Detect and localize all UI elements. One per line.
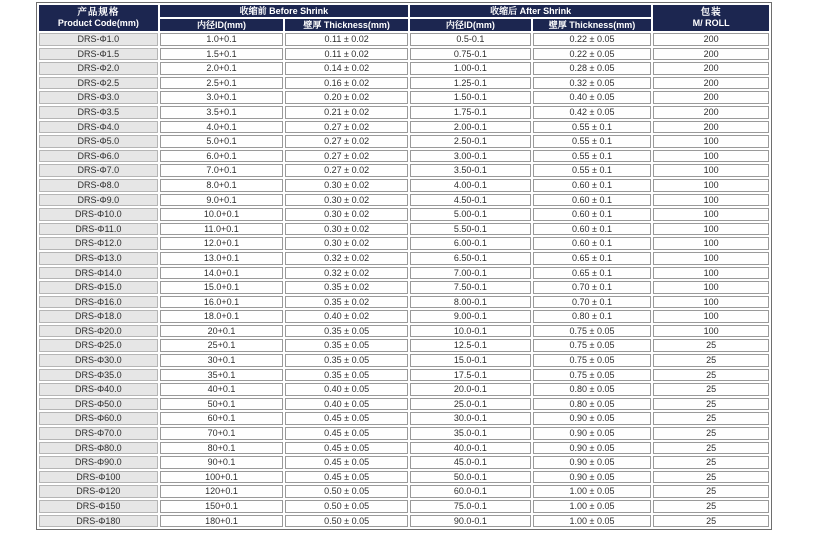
table-row [39,135,769,148]
product-code-cell: DRS-Φ8.0 [39,179,158,192]
table-row [39,383,769,396]
before-thickness-cell: 0.27 ± 0.02 [285,150,408,163]
product-code-cell: DRS-Φ12.0 [39,237,158,250]
before-thickness-cell: 0.16 ± 0.02 [285,77,408,90]
after-thickness-cell: 0.80 ± 0.05 [533,383,652,396]
after-id-cell: 75.0-0.1 [410,500,531,513]
roll-cell: 25 [653,383,769,396]
product-code-cell: DRS-Φ30.0 [39,354,158,367]
product-code-cell: DRS-Φ60.0 [39,412,158,425]
before-id-cell: 180+0.1 [160,515,284,528]
before-id-cell: 16.0+0.1 [160,296,284,309]
product-code-cell: DRS-Φ90.0 [39,456,158,469]
roll-cell: 100 [653,296,769,309]
table-row [39,281,769,294]
before-id-cell: 3.5+0.1 [160,106,284,119]
product-code-cell: DRS-Φ6.0 [39,150,158,163]
before-thickness-cell: 0.45 ± 0.05 [285,471,408,484]
roll-cell: 200 [653,62,769,75]
before-id-cell: 15.0+0.1 [160,281,284,294]
before-id-cell: 1.0+0.1 [160,33,284,46]
before-id-cell: 9.0+0.1 [160,194,284,207]
before-thickness-cell: 0.30 ± 0.02 [285,237,408,250]
after-thickness-cell: 0.60 ± 0.1 [533,179,652,192]
before-id-cell: 12.0+0.1 [160,237,284,250]
roll-cell: 25 [653,515,769,528]
roll-cell: 100 [653,179,769,192]
after-thickness-cell: 0.65 ± 0.1 [533,252,652,265]
table-row [39,398,769,411]
before-thickness-cell: 0.27 ± 0.02 [285,164,408,177]
roll-cell: 200 [653,77,769,90]
after-thickness-cell: 0.90 ± 0.05 [533,427,652,440]
before-thickness-cell: 0.35 ± 0.02 [285,296,408,309]
before-thickness-cell: 0.35 ± 0.05 [285,339,408,352]
before-id-cell: 8.0+0.1 [160,179,284,192]
before-id-cell: 6.0+0.1 [160,150,284,163]
after-id-cell: 5.50-0.1 [410,223,531,236]
after-id-cell: 12.5-0.1 [410,339,531,352]
before-thickness-cell: 0.35 ± 0.05 [285,325,408,338]
product-code-cell: DRS-Φ80.0 [39,442,158,455]
product-code-cell: DRS-Φ40.0 [39,383,158,396]
product-code-cell: DRS-Φ16.0 [39,296,158,309]
after-id-cell: 35.0-0.1 [410,427,531,440]
table-row [39,485,769,498]
after-thickness-cell: 0.75 ± 0.05 [533,369,652,382]
before-thickness-cell: 0.11 ± 0.02 [285,33,408,46]
after-thickness-cell: 0.70 ± 0.1 [533,296,652,309]
after-thickness-cell: 1.00 ± 0.05 [533,500,652,513]
roll-cell: 25 [653,369,769,382]
header-product-code-zh: 产品规格 [77,7,120,18]
roll-cell: 100 [653,325,769,338]
before-id-cell: 2.5+0.1 [160,77,284,90]
after-thickness-cell: 0.90 ± 0.05 [533,412,652,425]
after-thickness-cell: 0.70 ± 0.1 [533,281,652,294]
before-thickness-cell: 0.21 ± 0.02 [285,106,408,119]
before-id-cell: 30+0.1 [160,354,284,367]
before-id-cell: 18.0+0.1 [160,310,284,323]
header-packaging-zh: 包装 [700,7,722,18]
header-after-id: 内径ID(mm) [410,19,531,31]
product-code-cell: DRS-Φ5.0 [39,135,158,148]
after-thickness-cell: 0.75 ± 0.05 [533,325,652,338]
header-product-code [39,5,158,31]
after-id-cell: 30.0-0.1 [410,412,531,425]
product-code-cell: DRS-Φ14.0 [39,267,158,280]
table-row [39,369,769,382]
after-thickness-cell: 0.90 ± 0.05 [533,442,652,455]
roll-cell: 100 [653,223,769,236]
before-thickness-cell: 0.27 ± 0.02 [285,135,408,148]
spec-table [37,3,771,529]
before-thickness-cell: 0.30 ± 0.02 [285,208,408,221]
before-thickness-cell: 0.32 ± 0.02 [285,267,408,280]
table-row [39,223,769,236]
before-thickness-cell: 0.40 ± 0.05 [285,398,408,411]
after-id-cell: 1.50-0.1 [410,91,531,104]
before-id-cell: 5.0+0.1 [160,135,284,148]
after-thickness-cell: 0.75 ± 0.05 [533,339,652,352]
table-row [39,515,769,528]
after-id-cell: 17.5-0.1 [410,369,531,382]
roll-cell: 25 [653,354,769,367]
product-code-cell: DRS-Φ2.0 [39,62,158,75]
before-thickness-cell: 0.45 ± 0.05 [285,412,408,425]
header-before-shrink: 收缩前 Before Shrink [160,5,408,17]
product-code-cell: DRS-Φ180 [39,515,158,528]
roll-cell: 25 [653,427,769,440]
after-thickness-cell: 0.80 ± 0.05 [533,398,652,411]
header-packaging [653,5,769,31]
table-row [39,62,769,75]
before-thickness-cell: 0.50 ± 0.05 [285,515,408,528]
after-id-cell: 8.00-0.1 [410,296,531,309]
before-id-cell: 2.0+0.1 [160,62,284,75]
after-thickness-cell: 0.90 ± 0.05 [533,456,652,469]
table-row [39,77,769,90]
product-code-cell: DRS-Φ15.0 [39,281,158,294]
before-thickness-cell: 0.45 ± 0.05 [285,427,408,440]
after-thickness-cell: 0.28 ± 0.05 [533,62,652,75]
before-id-cell: 3.0+0.1 [160,91,284,104]
before-id-cell: 20+0.1 [160,325,284,338]
after-id-cell: 10.0-0.1 [410,325,531,338]
after-thickness-cell: 0.60 ± 0.1 [533,223,652,236]
spec-table-header [39,5,769,31]
roll-cell: 200 [653,91,769,104]
product-code-cell: DRS-Φ18.0 [39,310,158,323]
after-id-cell: 50.0-0.1 [410,471,531,484]
product-code-cell: DRS-Φ2.5 [39,77,158,90]
product-code-cell: DRS-Φ35.0 [39,369,158,382]
after-id-cell: 3.00-0.1 [410,150,531,163]
after-id-cell: 3.50-0.1 [410,164,531,177]
header-before-id: 内径ID(mm) [160,19,284,31]
before-thickness-cell: 0.45 ± 0.05 [285,456,408,469]
after-id-cell: 60.0-0.1 [410,485,531,498]
before-thickness-cell: 0.35 ± 0.02 [285,281,408,294]
after-thickness-cell: 0.55 ± 0.1 [533,121,652,134]
product-code-cell: DRS-Φ3.5 [39,106,158,119]
product-code-cell: DRS-Φ1.5 [39,48,158,61]
after-thickness-cell: 0.22 ± 0.05 [533,48,652,61]
roll-cell: 100 [653,208,769,221]
after-id-cell: 0.75-0.1 [410,48,531,61]
after-id-cell: 6.50-0.1 [410,252,531,265]
before-thickness-cell: 0.35 ± 0.05 [285,369,408,382]
before-id-cell: 25+0.1 [160,339,284,352]
roll-cell: 25 [653,471,769,484]
after-id-cell: 6.00-0.1 [410,237,531,250]
product-code-cell: DRS-Φ120 [39,485,158,498]
product-code-cell: DRS-Φ9.0 [39,194,158,207]
before-thickness-cell: 0.11 ± 0.02 [285,48,408,61]
product-code-cell: DRS-Φ150 [39,500,158,513]
before-id-cell: 80+0.1 [160,442,284,455]
after-thickness-cell: 0.22 ± 0.05 [533,33,652,46]
after-id-cell: 0.5-0.1 [410,33,531,46]
before-thickness-cell: 0.50 ± 0.05 [285,485,408,498]
after-id-cell: 2.50-0.1 [410,135,531,148]
after-id-cell: 15.0-0.1 [410,354,531,367]
before-thickness-cell: 0.45 ± 0.05 [285,442,408,455]
after-thickness-cell: 0.65 ± 0.1 [533,267,652,280]
after-thickness-cell: 1.00 ± 0.05 [533,485,652,498]
before-id-cell: 4.0+0.1 [160,121,284,134]
after-thickness-cell: 0.55 ± 0.1 [533,150,652,163]
before-id-cell: 10.0+0.1 [160,208,284,221]
before-thickness-cell: 0.32 ± 0.02 [285,252,408,265]
roll-cell: 200 [653,33,769,46]
roll-cell: 100 [653,252,769,265]
after-id-cell: 45.0-0.1 [410,456,531,469]
product-code-cell: DRS-Φ7.0 [39,164,158,177]
table-row [39,325,769,338]
roll-cell: 25 [653,500,769,513]
roll-cell: 100 [653,194,769,207]
before-thickness-cell: 0.20 ± 0.02 [285,91,408,104]
roll-cell: 25 [653,485,769,498]
after-thickness-cell: 0.80 ± 0.1 [533,310,652,323]
before-id-cell: 13.0+0.1 [160,252,284,265]
before-id-cell: 14.0+0.1 [160,267,284,280]
before-thickness-cell: 0.14 ± 0.02 [285,62,408,75]
header-after-shrink: 收缩后 After Shrink [410,5,651,17]
before-id-cell: 1.5+0.1 [160,48,284,61]
before-id-cell: 11.0+0.1 [160,223,284,236]
after-id-cell: 1.75-0.1 [410,106,531,119]
before-thickness-cell: 0.35 ± 0.05 [285,354,408,367]
after-id-cell: 9.00-0.1 [410,310,531,323]
before-id-cell: 50+0.1 [160,398,284,411]
roll-cell: 25 [653,398,769,411]
after-id-cell: 7.50-0.1 [410,281,531,294]
after-thickness-cell: 0.75 ± 0.05 [533,354,652,367]
before-id-cell: 60+0.1 [160,412,284,425]
spec-table-body [39,33,769,527]
table-row [39,164,769,177]
header-packaging-en: M/ ROLL [692,18,730,28]
after-thickness-cell: 0.60 ± 0.1 [533,208,652,221]
after-thickness-cell: 0.42 ± 0.05 [533,106,652,119]
after-id-cell: 7.00-0.1 [410,267,531,280]
table-row [39,252,769,265]
product-code-cell: DRS-Φ70.0 [39,427,158,440]
roll-cell: 100 [653,310,769,323]
roll-cell: 100 [653,135,769,148]
table-row [39,150,769,163]
product-code-cell: DRS-Φ4.0 [39,121,158,134]
before-id-cell: 90+0.1 [160,456,284,469]
roll-cell: 200 [653,121,769,134]
before-id-cell: 100+0.1 [160,471,284,484]
table-row [39,339,769,352]
roll-cell: 200 [653,106,769,119]
after-thickness-cell: 0.90 ± 0.05 [533,471,652,484]
roll-cell: 100 [653,164,769,177]
before-thickness-cell: 0.50 ± 0.05 [285,500,408,513]
table-row [39,310,769,323]
table-row [39,427,769,440]
header-before-thickness: 壁厚 Thickness(mm) [285,19,408,31]
before-id-cell: 70+0.1 [160,427,284,440]
after-id-cell: 4.50-0.1 [410,194,531,207]
roll-cell: 25 [653,339,769,352]
table-row [39,267,769,280]
after-id-cell: 40.0-0.1 [410,442,531,455]
after-id-cell: 90.0-0.1 [410,515,531,528]
after-id-cell: 4.00-0.1 [410,179,531,192]
table-row [39,48,769,61]
roll-cell: 100 [653,281,769,294]
table-row [39,354,769,367]
product-code-cell: DRS-Φ11.0 [39,223,158,236]
before-id-cell: 40+0.1 [160,383,284,396]
table-row [39,179,769,192]
after-thickness-cell: 0.32 ± 0.05 [533,77,652,90]
roll-cell: 100 [653,150,769,163]
before-id-cell: 150+0.1 [160,500,284,513]
table-row [39,194,769,207]
product-code-cell: DRS-Φ1.0 [39,33,158,46]
after-id-cell: 20.0-0.1 [410,383,531,396]
table-row [39,237,769,250]
roll-cell: 25 [653,442,769,455]
roll-cell: 25 [653,456,769,469]
table-row [39,296,769,309]
before-thickness-cell: 0.30 ± 0.02 [285,223,408,236]
table-row [39,456,769,469]
after-id-cell: 1.25-0.1 [410,77,531,90]
table-row [39,208,769,221]
product-code-cell: DRS-Φ100 [39,471,158,484]
after-thickness-cell: 1.00 ± 0.05 [533,515,652,528]
before-thickness-cell: 0.27 ± 0.02 [285,121,408,134]
after-thickness-cell: 0.60 ± 0.1 [533,194,652,207]
product-code-cell: DRS-Φ3.0 [39,91,158,104]
before-thickness-cell: 0.40 ± 0.05 [285,383,408,396]
before-id-cell: 35+0.1 [160,369,284,382]
after-id-cell: 5.00-0.1 [410,208,531,221]
after-thickness-cell: 0.55 ± 0.1 [533,135,652,148]
after-thickness-cell: 0.55 ± 0.1 [533,164,652,177]
after-id-cell: 25.0-0.1 [410,398,531,411]
product-code-cell: DRS-Φ50.0 [39,398,158,411]
shrink-tube-spec-table [36,2,772,530]
after-id-cell: 1.00-0.1 [410,62,531,75]
before-thickness-cell: 0.40 ± 0.02 [285,310,408,323]
table-row [39,412,769,425]
roll-cell: 25 [653,412,769,425]
table-row [39,106,769,119]
table-row [39,33,769,46]
before-thickness-cell: 0.30 ± 0.02 [285,194,408,207]
table-row [39,91,769,104]
after-id-cell: 2.00-0.1 [410,121,531,134]
roll-cell: 200 [653,48,769,61]
product-code-cell: DRS-Φ10.0 [39,208,158,221]
before-id-cell: 120+0.1 [160,485,284,498]
product-code-cell: DRS-Φ25.0 [39,339,158,352]
before-thickness-cell: 0.30 ± 0.02 [285,179,408,192]
header-after-thickness: 壁厚 Thickness(mm) [533,19,652,31]
after-thickness-cell: 0.60 ± 0.1 [533,237,652,250]
roll-cell: 100 [653,237,769,250]
product-code-cell: DRS-Φ20.0 [39,325,158,338]
table-row [39,500,769,513]
header-product-code-en: Product Code(mm) [57,18,139,28]
table-row [39,442,769,455]
after-thickness-cell: 0.40 ± 0.05 [533,91,652,104]
before-id-cell: 7.0+0.1 [160,164,284,177]
roll-cell: 100 [653,267,769,280]
table-row [39,121,769,134]
product-code-cell: DRS-Φ13.0 [39,252,158,265]
table-row [39,471,769,484]
header-row-top [39,5,769,17]
